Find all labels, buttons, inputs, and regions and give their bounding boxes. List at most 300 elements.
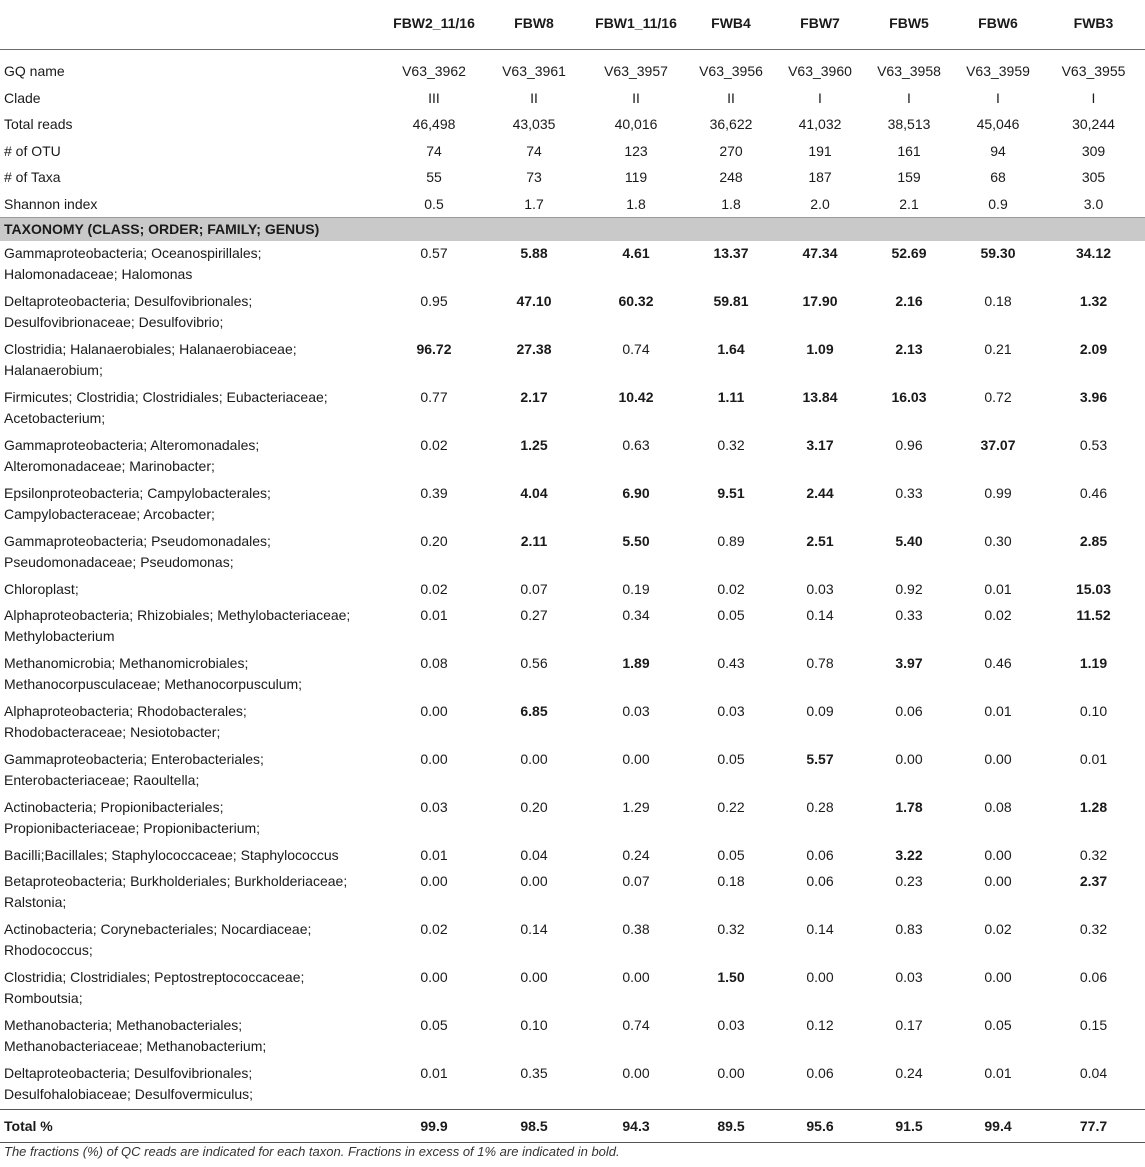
row-label: Shannon index [4,195,98,212]
taxon-label [0,699,386,747]
table-cell: 0.01 [984,1065,1012,1081]
table-cell: 0.08 [984,799,1012,815]
table-cell: 45,046 [976,116,1020,132]
table-cell: 1.8 [626,195,646,212]
table-cell: 0.06 [1079,969,1108,985]
table-cell: 0.01 [1079,751,1108,767]
table-cell: 1.7 [524,195,544,212]
table-cell: 0.05 [420,1017,448,1033]
taxon-label-line1: Gammaproteobacteria; Alteromonadales; [4,437,260,453]
taxon-label [0,651,386,699]
taxon-label [0,433,386,481]
table-cell: 0.01 [420,1065,448,1081]
table-cell: 96.72 [416,341,452,357]
table-cell: 6.90 [622,485,650,501]
table-cell: 0.03 [895,969,923,985]
table-cell: 13.37 [713,245,749,261]
taxon-label [0,241,386,289]
table-cell: 0.10 [1079,703,1108,719]
table-cell: 0.18 [984,293,1012,309]
table-cell: 0.24 [895,1065,923,1081]
table-cell: 0.20 [520,799,548,815]
row-label: Clade [4,89,41,106]
taxon-label-line1: Clostridia; Halanaerobiales; Halanaerobiaceae; [4,341,297,357]
taxon-label-line1: Epsilonproteobacteria; Campylobacterales; [4,485,271,501]
taxon-label-line1: Gammaproteobacteria; Pseudomonadales; [4,533,271,549]
table-cell: 0.01 [984,703,1012,719]
table-cell: 99.9 [386,1110,482,1143]
table-cell: 191 [808,142,832,159]
table-cell: I [907,89,911,106]
table-cell: 0.07 [520,581,548,597]
table-cell: 0.00 [520,751,548,767]
table-cell: 0.00 [806,969,834,985]
table-cell: 0.9 [988,195,1008,212]
table-cell: 4.61 [622,245,650,261]
taxon-row [0,965,1145,1013]
column-header-empty [0,4,386,50]
table-cell: 0.00 [520,873,548,889]
table-cell: 2.44 [806,485,834,501]
table-cell: 1.25 [520,437,548,453]
table-cell: 1.32 [1079,293,1108,309]
row-label: GQ name [4,63,65,79]
table-cell: 0.46 [1079,485,1108,501]
table-cell: 77.7 [1042,1110,1145,1143]
taxon-label-line2: Desulfohalobiaceae; Desulfovermiculus; [4,1086,254,1102]
table-cell: 0.00 [984,969,1012,985]
row-label: Total % [0,1110,386,1143]
table-cell: V63_3955 [1061,63,1126,79]
taxon-row [0,289,1145,337]
table-cell: 0.00 [717,1065,745,1081]
table-cell: 59.30 [980,245,1016,261]
table-cell: 94 [990,142,1006,159]
table-cell: 0.02 [420,437,448,453]
taxon-label-line1: Gammaproteobacteria; Oceanospirillales; [4,245,262,261]
table-cell: 13.84 [802,389,838,405]
taxon-label-line1: Deltaproteobacteria; Desulfovibrionales; [4,293,253,309]
table-cell: 73 [526,169,542,185]
taxon-label-line1: Methanobacteria; Methanobacteriales; [4,1017,243,1033]
taxon-label-line2: Romboutsia; [4,990,83,1006]
table-cell: 0.99 [984,485,1012,501]
table-cell: 74 [426,142,442,159]
taxon-label-line1: Deltaproteobacteria; Desulfovibrionales; [4,1065,253,1081]
taxon-row [0,795,1145,843]
table-cell: 0.32 [717,437,745,453]
table-cell: I [1091,89,1096,106]
table-cell: 46,498 [412,116,456,132]
table-cell: 0.53 [1079,437,1108,453]
table-cell: 0.07 [622,873,650,889]
taxon-label-line2: Campylobacteraceae; Arcobacter; [4,506,215,522]
table-cell: II [632,89,640,106]
table-footnote: The fractions (%) of QC reads are indicated for each taxon. Fractions in excess of 1% are indicated in bold. [4,1144,620,1159]
table-cell: 0.00 [420,873,448,889]
table-cell: 2.11 [520,533,548,549]
taxon-row [0,337,1145,385]
taxon-label-line1: Betaproteobacteria; Burkholderiales; Burkholderiaceae; [4,873,348,889]
table-cell: V63_3956 [699,63,763,79]
table-cell: 0.35 [520,1065,548,1081]
table-cell: 0.74 [622,341,650,357]
taxon-label-line1: Actinobacteria; Corynebacteriales; Nocardiaceae; [4,921,312,937]
table-cell: V63_3957 [604,63,668,79]
taxon-label [0,965,386,1013]
table-cell: 15.03 [1075,581,1112,597]
table-cell: 94.3 [586,1110,686,1143]
table-cell: 270 [719,142,743,159]
table-cell: 2.37 [1079,873,1108,889]
taxonomy-header: TAXONOMY (CLASS; ORDER; FAMILY; GENUS) [0,218,1145,242]
taxon-label-line1: Bacilli;Bacillales; Staphylococcaceae; Staphylococcus [4,847,339,863]
table-cell: 5.40 [895,533,923,549]
table-cell: 1.64 [717,341,745,357]
table-cell: 2.1 [899,195,919,212]
taxon-row [0,917,1145,965]
table-cell: 0.74 [622,1017,650,1033]
table-cell: 0.00 [420,969,448,985]
taxon-row [0,241,1145,289]
table-cell: 248 [719,169,743,185]
column-header-row [0,4,1145,50]
column-header: FBW2_11/16 [386,4,482,50]
table-cell: V63_3961 [502,63,566,79]
table-cell: 2.09 [1079,341,1108,357]
table-cell: 3.22 [895,847,923,863]
taxon-label-line2: Rhodobacteraceae; Nesiotobacter; [4,724,221,740]
taxon-label [0,747,386,795]
table-cell: 0.92 [895,581,923,597]
table-cell: 55 [426,169,442,185]
table-cell: 16.03 [891,389,927,405]
taxon-label-line2: Pseudomonadaceae; Pseudomonas; [4,554,234,570]
table-cell: 60.32 [618,293,654,309]
table-cell: 0.04 [1079,1065,1108,1081]
taxon-row [0,699,1145,747]
table-cell: 89.5 [686,1110,776,1143]
taxon-row [0,1013,1145,1061]
spacer-cell [0,50,1145,59]
taxonomy-header-row [0,218,1145,242]
table-cell: 10.42 [618,389,654,405]
taxon-label-line2: Halomonadaceae; Halomonas [4,266,193,282]
taxon-label-line1: Alphaproteobacteria; Rhizobiales; Methylobacteriaceae; [4,607,351,623]
taxon-label-line2: Methanocorpusculaceae; Methanocorpusculum; [4,676,303,692]
table-cell: 0.24 [622,847,650,863]
table-cell: 0.03 [420,799,448,815]
taxon-row [0,577,1145,603]
table-cell: 3.96 [1079,389,1108,405]
column-header: FBW7 [776,4,864,50]
summary-row [0,138,1145,165]
taxonomy-table [0,4,1145,1143]
table-cell: 1.11 [717,389,745,405]
table-cell: 5.57 [806,751,834,767]
column-header: FBW6 [954,4,1042,50]
table-cell: I [818,89,822,106]
table-cell: 0.63 [622,437,650,453]
table-cell: 27.38 [516,341,552,357]
table-cell: 47.10 [516,293,552,309]
table-cell: 0.78 [806,655,834,671]
table-cell: 0.96 [895,437,923,453]
table-cell: 0.14 [806,921,834,937]
table-cell: 3.0 [1083,195,1104,212]
summary-row [0,111,1145,138]
taxon-label [0,795,386,843]
table-cell: 187 [808,169,832,185]
table-cell: 309 [1081,142,1106,159]
table-cell: 0.05 [984,1017,1012,1033]
taxon-label [0,337,386,385]
table-cell: 47.34 [802,245,838,261]
taxon-label-line2: Methylobacterium [4,628,115,644]
table-cell: 0.02 [420,581,448,597]
taxon-label [0,481,386,529]
taxon-row [0,433,1145,481]
table-cell: 30,244 [1072,116,1115,132]
taxon-row [0,1061,1145,1110]
taxon-label [0,1013,386,1061]
table-cell: 99.4 [954,1110,1042,1143]
table-cell: 0.46 [984,655,1012,671]
table-cell: 0.01 [984,581,1012,597]
table-cell: 0.43 [717,655,745,671]
table-cell: 74 [526,142,542,159]
table-cell: 1.28 [1079,799,1108,815]
table-cell: V63_3962 [402,63,466,79]
table-cell: I [996,89,1000,106]
table-cell: 0.02 [717,581,745,597]
table-cell: 1.19 [1079,655,1108,671]
table-cell: 0.02 [984,607,1012,623]
taxon-label [0,289,386,337]
table-cell: 0.22 [717,799,745,815]
column-header: FWB3 [1042,4,1145,50]
table-cell: 2.16 [895,293,923,309]
table-cell: 2.85 [1079,533,1108,549]
table-cell: 0.27 [520,607,548,623]
table-cell: 40,016 [614,116,658,132]
taxon-row [0,651,1145,699]
taxon-row [0,747,1145,795]
table-cell: 0.28 [806,799,834,815]
table-cell: V63_3959 [966,63,1030,79]
table-cell: 0.10 [520,1017,548,1033]
table-cell: 0.06 [806,1065,834,1081]
column-header: FBW8 [482,4,586,50]
table-cell: 0.05 [717,607,745,623]
table-cell: 17.90 [802,293,838,309]
table-cell: 0.32 [717,921,745,937]
taxon-label-line2: Acetobacterium; [4,410,106,426]
table-cell: 0.06 [895,703,923,719]
taxon-row [0,869,1145,917]
table-cell: 0.34 [622,607,650,623]
table-cell: 0.09 [806,703,834,719]
summary-row [0,58,1145,85]
table-cell: 0.38 [622,921,650,937]
taxon-label [0,385,386,433]
table-cell: 0.23 [895,873,923,889]
table-cell: 0.33 [895,485,923,501]
taxon-label-line2: Propionibacteriaceae; Propionibacterium; [4,820,261,836]
table-cell: 0.00 [420,703,448,719]
column-header: FBW1_11/16 [586,4,686,50]
taxon-label [0,869,386,917]
column-header: FWB4 [686,4,776,50]
taxon-label-line1: Methanomicrobia; Methanomicrobiales; [4,655,249,671]
table-cell: 1.50 [717,969,745,985]
table-cell: 0.18 [717,873,745,889]
table-cell: 159 [897,169,921,185]
table-cell: 5.88 [520,245,548,261]
table-body [0,50,1145,1143]
taxon-label-line2: Methanobacteriaceae; Methanobacterium; [4,1038,267,1054]
table-cell: 0.03 [717,1017,745,1033]
row-label: # of Taxa [4,169,61,185]
table-cell: 119 [624,169,648,185]
table-cell: 0.05 [717,847,745,863]
taxon-row [0,385,1145,433]
table-cell: 0.12 [806,1017,834,1033]
table-cell: 2.13 [895,341,923,357]
table-cell: 0.95 [420,293,448,309]
table-cell: 0.20 [420,533,448,549]
table-cell: 0.32 [1079,847,1108,863]
table-cell: 41,032 [798,116,842,132]
table-cell: 0.14 [520,921,548,937]
table-cell: 2.51 [806,533,834,549]
row-label: Total reads [4,116,73,132]
table-cell: V63_3960 [788,63,852,79]
table-cell: 0.19 [622,581,650,597]
table-cell: 4.04 [520,485,548,501]
summary-row [0,85,1145,112]
row-label: # of OTU [4,142,61,159]
table-cell: 0.30 [984,533,1012,549]
taxon-label [0,529,386,577]
table-cell: 0.56 [520,655,548,671]
taxon-label-line2: Halanaerobium; [4,362,103,378]
table-cell: 3.17 [806,437,834,453]
table-cell: 305 [1081,169,1106,185]
taxon-label-line2: Desulfovibrionaceae; Desulfovibrio; [4,314,224,330]
table-cell: 0.21 [984,341,1012,357]
table-cell: 0.77 [420,389,448,405]
column-header: FBW5 [864,4,954,50]
table-cell: 1.78 [895,799,923,815]
taxon-label [0,577,386,603]
table-cell: 52.69 [891,245,927,261]
table-cell: 5.50 [622,533,650,549]
taxon-label-line1: Clostridia; Clostridiales; Peptostreptococcaceae; [4,969,305,985]
table-cell: 0.05 [717,751,745,767]
table-cell: 91.5 [864,1110,954,1143]
table-cell: 59.81 [713,293,749,309]
table-cell: 0.00 [984,873,1012,889]
table-cell: 0.14 [806,607,834,623]
table-cell: 0.00 [895,751,923,767]
table-cell: 0.57 [420,245,448,261]
table-cell: 0.02 [420,921,448,937]
table-cell: 0.17 [895,1017,923,1033]
table-cell: 0.00 [420,751,448,767]
table-cell: 0.01 [420,607,448,623]
table-cell: 0.00 [520,969,548,985]
table-cell: 0.83 [895,921,923,937]
taxon-label-line2: Enterobacteriaceae; Raoultella; [4,772,200,788]
table-cell: 123 [624,142,648,159]
table-cell: 1.89 [622,655,650,671]
table-cell: II [727,89,735,106]
table-cell: 0.89 [717,533,745,549]
table-cell: 95.6 [776,1110,864,1143]
table-cell: 0.03 [717,703,745,719]
table-cell: 0.00 [984,751,1012,767]
table-cell: 0.02 [984,921,1012,937]
taxon-label-line1: Alphaproteobacteria; Rhodobacterales; [4,703,247,719]
table-cell: 0.00 [984,847,1012,863]
taxon-label-line1: Gammaproteobacteria; Enterobacteriales; [4,751,264,767]
taxon-row [0,603,1145,651]
summary-row [0,191,1145,218]
table-cell: 161 [897,142,921,159]
table-cell: 0.00 [622,1065,650,1081]
table-cell: 0.15 [1079,1017,1108,1033]
taxon-label [0,1061,386,1110]
table-cell: 2.0 [810,195,830,212]
table-cell: II [530,89,538,106]
table-cell: 0.03 [622,703,650,719]
taxon-label [0,603,386,651]
table-cell: 0.08 [420,655,448,671]
table-cell: 0.72 [984,389,1012,405]
table-cell: 1.29 [622,799,650,815]
table-cell: 11.52 [1076,607,1111,623]
table-cell: 34.12 [1075,245,1112,261]
table-cell: 6.85 [520,703,548,719]
taxon-label [0,843,386,869]
table-cell: 0.39 [420,485,448,501]
table-cell: 98.5 [482,1110,586,1143]
taxon-row [0,481,1145,529]
table-cell: 38,513 [887,116,931,132]
table-cell: 0.33 [895,607,923,623]
taxon-label-line2: Rhodococcus; [4,942,93,958]
taxon-label [0,917,386,965]
table-cell: 0.06 [806,847,834,863]
table-cell: 9.51 [717,485,745,501]
taxon-label-line2: Ralstonia; [4,894,67,910]
table-cell: 0.01 [420,847,448,863]
table-cell: 68 [990,169,1006,185]
taxon-label-line2: Alteromonadaceae; Marinobacter; [4,458,215,474]
table-cell: 0.32 [1079,921,1108,937]
table-cell: 43,035 [512,116,556,132]
taxon-label-line1: Actinobacteria; Propionibacteriales; [4,799,224,815]
table-cell: 0.5 [424,195,444,212]
table-cell: V63_3958 [877,63,941,79]
taxon-label-line1: Firmicutes; Clostridia; Clostridiales; Eubacteriaceae; [4,389,328,405]
table-cell: 0.00 [622,751,650,767]
taxon-label-line1: Chloroplast; [4,581,79,597]
table-cell: 3.97 [895,655,923,671]
spacer-row [0,50,1145,59]
table-cell: III [428,89,440,106]
